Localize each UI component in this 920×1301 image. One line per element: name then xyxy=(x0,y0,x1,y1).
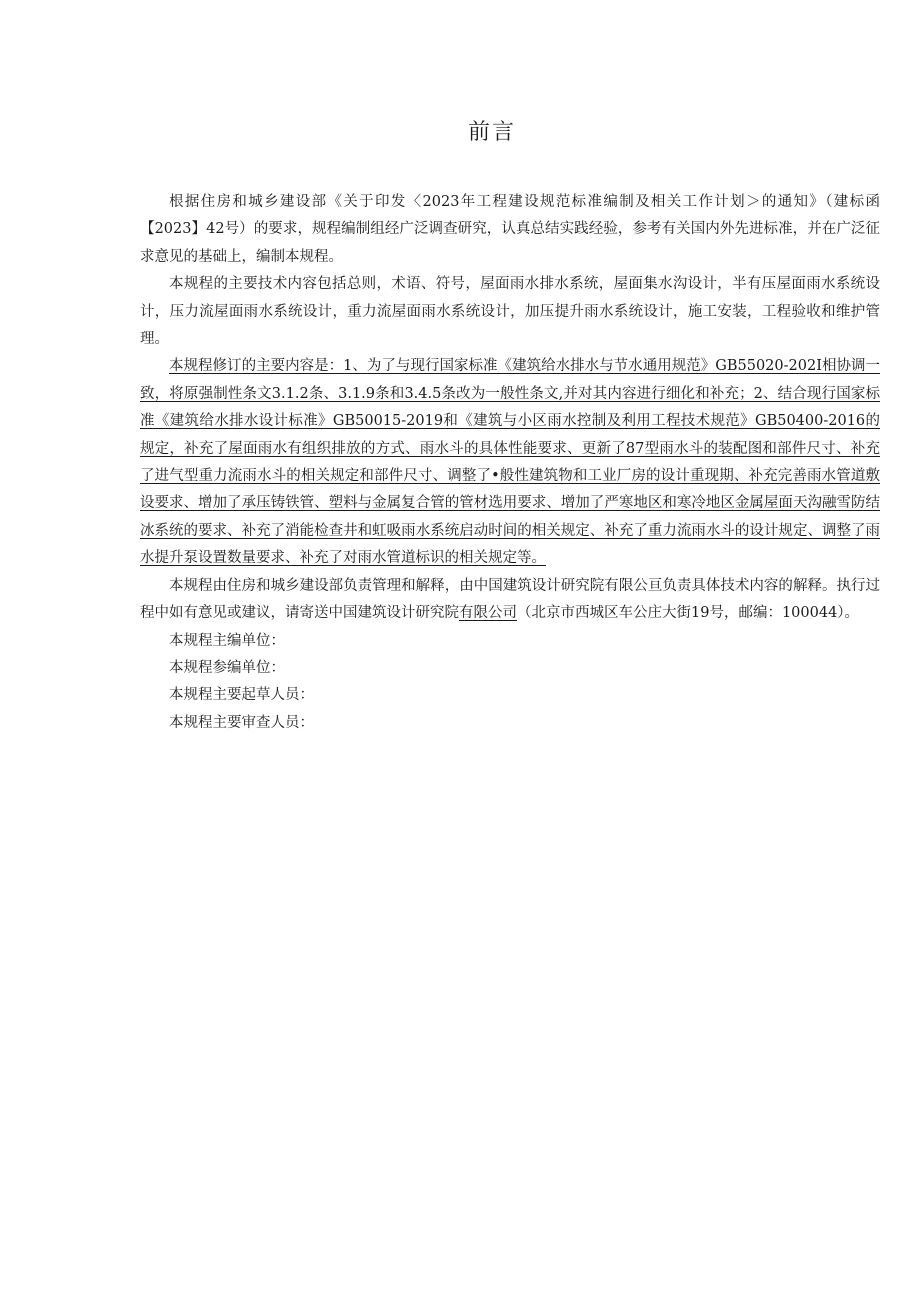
management-underlined-text: 有限公司 xyxy=(459,605,517,622)
field-chief-editor: 本规程主编单位： xyxy=(169,632,285,649)
paragraph-basis: 根据住房和城乡建设部《关于印发〈2023年工程建设规范标准编制及相关工作计划＞的通知》（建标函【2023】42号）的要求，规程编制组经广泛调查研究，认真总结实践经验，参考有关国内外先进标准，并在广泛征求意见的基础上，编制本规程。 xyxy=(140,194,880,265)
management-text: 本规程由住房和城乡建设部负责管理和解释，由中国建筑设计研究院有限公亘负责具体技术内容的解释。执行过程中如有意见或建议，请寄送中国建筑设计研究院 xyxy=(140,577,880,622)
field-participants: 本规程参编单位： xyxy=(169,659,285,676)
document-body xyxy=(140,189,880,737)
paragraph-management xyxy=(140,573,880,628)
field-drafters: 本规程主要起草人员： xyxy=(169,687,314,704)
page-title: 前言 xyxy=(467,120,516,145)
management-address: （北京市西城区车公庄大街19号，邮编：100044）。 xyxy=(517,605,860,622)
paragraph-revision-content xyxy=(140,353,880,572)
revision-underlined-text: 本规程修订的主要内容是：1、为了与现行国家标准《建筑给水排水与节水通用规范》GB55020-202I相协调一致，将原强制性条文3.1.2条、3.1.9条和3.4.5条改为一般性条文,并对其内容进行细化和补充；2、结合现行国家标准《建筑给水排水设计标准》GB50015-2019和《建筑与小区雨水控制及利用工程技术规范》GB50400-2016的规定，补充了屋面雨水有组织排放的方式、雨水斗的具体性能要求、更新了87型雨水斗的装配图和部件尺寸、补充了进气型重力流雨水斗的相关规定和部件尺寸、调整了•般性建筑物和工业厂房的设计重现期、补充完善雨水管道敷设要求、增加了承压铸铁管、塑料与金属复合管的管材选用要求、增加了严寒地区和寒冷地区金属屋面天沟融雪防结冰系统的要求、补充了消能检查井和虹吸雨水系统启动时间的相关规定、补充了重力流雨水斗的设计规定、调整了雨水提升泵设置数量要求、补充了对雨水管道标识的相关规定等。 xyxy=(140,358,880,567)
paragraph-technical-content: 本规程的主要技术内容包括总则，术语、符号，屋面雨水排水系统，屋面集水沟设计，半有压屋面雨水系统设计，压力流屋面雨水系统设计，重力流屋面雨水系统设计，加压提升雨水系统设计，施工安装，工程验收和维护管理。 xyxy=(140,276,880,348)
field-reviewers: 本规程主要审查人员： xyxy=(169,714,314,731)
